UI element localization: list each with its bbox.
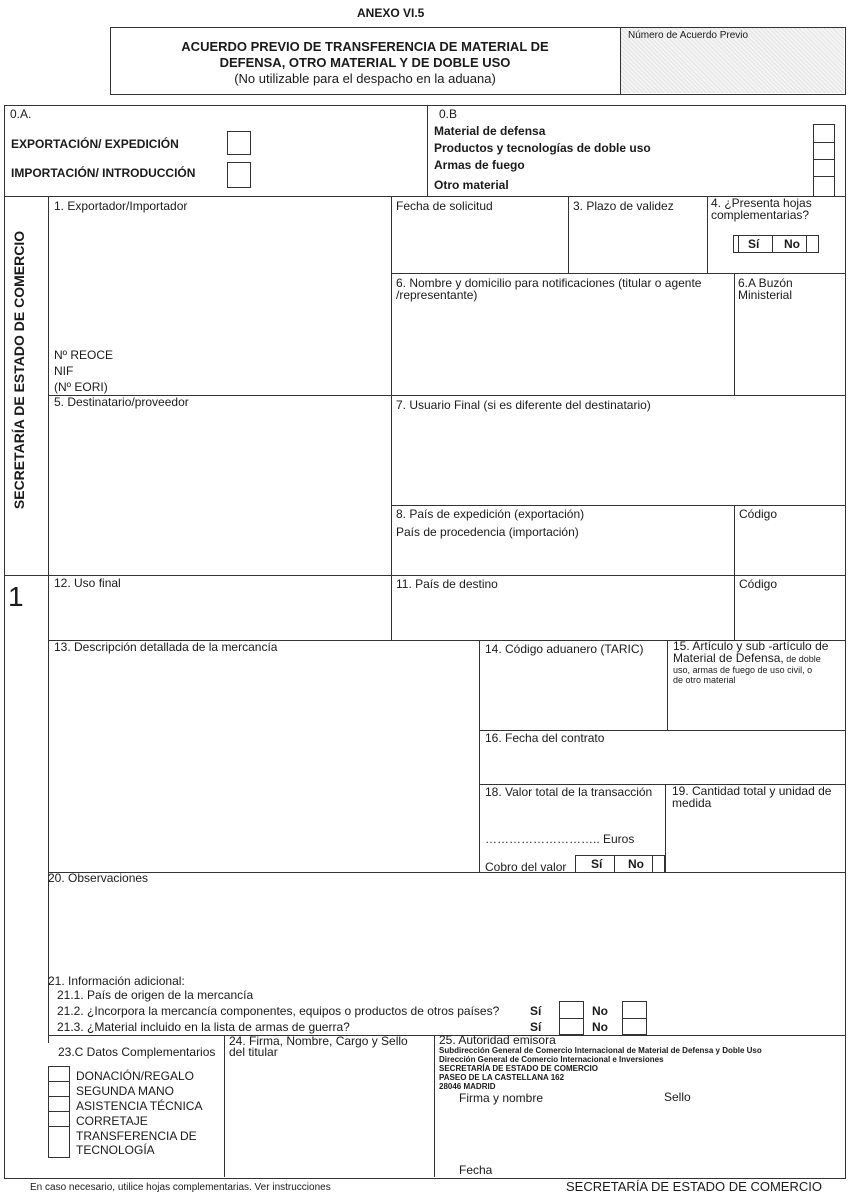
field-21-3-no-label: No xyxy=(592,1020,608,1034)
field-25-label: 25. Autoridad emisora xyxy=(439,1033,556,1047)
form-title-line2: DEFENSA, OTRO MATERIAL Y DE DOBLE USO xyxy=(219,55,511,70)
side-vertical-title: SECRETARÍA DE ESTADO DE COMERCIO xyxy=(11,230,27,510)
tecnologia-label: TECNOLOGÍA xyxy=(76,1143,155,1157)
export-label: EXPORTACIÓN/ EXPEDICIÓN xyxy=(11,137,179,151)
material-defensa-checkbox[interactable] xyxy=(813,124,835,144)
field-6a-label-2: Ministerial xyxy=(738,288,793,302)
field-25-line-3: SECRETARÍA DE ESTADO DE COMERCIO xyxy=(439,1064,598,1073)
otro-material-label: Otro material xyxy=(434,178,509,192)
field-15-label-2: Material de Defensa, de doble xyxy=(673,651,821,665)
field-20-label: 20. Observaciones xyxy=(48,871,149,885)
section-0b-label: 0.B xyxy=(439,107,458,121)
nif-label: NIF xyxy=(54,364,74,378)
field-24-label-1: 24. Firma, Nombre, Cargo y Sello xyxy=(229,1034,408,1048)
form-title-line1: ACUERDO PREVIO DE TRANSFERENCIA DE MATERIAL DE xyxy=(181,39,549,54)
corretaje-label: CORRETAJE xyxy=(76,1114,148,1128)
field-6a-label-1: 6.A Buzón xyxy=(738,276,793,290)
form-subtitle: (No utilizable para el despacho en la aduana) xyxy=(234,71,496,86)
import-checkbox[interactable] xyxy=(227,162,251,188)
field-7-label: 7. Usuario Final (si es diferente del destinatario) xyxy=(396,398,651,412)
field-25-line-5: 28046 MADRID xyxy=(439,1082,496,1091)
annex-label: ANEXO VI.5 xyxy=(357,6,425,20)
field-8-label-2: País de procedencia (importación) xyxy=(396,525,579,539)
field-25-line-1: Subdirección General de Comercio Internacional de Material de Defensa y Doble Uso xyxy=(439,1046,762,1055)
field-18-label: 18. Valor total de la transacción xyxy=(485,785,653,799)
field-5-label: 5. Destinatario/proveedor xyxy=(54,395,189,409)
reoce-label: Nº REOCE xyxy=(54,348,114,362)
field-14-label: 14. Código aduanero (TARIC) xyxy=(485,642,644,656)
field-4-no-label: No xyxy=(784,237,800,251)
export-checkbox[interactable] xyxy=(227,131,251,155)
field-21-1-label: 21.1. País de origen de la mercancía xyxy=(57,988,254,1002)
field-4-no-option[interactable] xyxy=(772,236,806,252)
fecha-solicitud-label: Fecha de solicitud xyxy=(396,199,493,213)
field-21-3-yes-label: Sí xyxy=(530,1020,542,1034)
copy-number: 1 xyxy=(8,581,24,612)
cobro-no-label: No xyxy=(628,857,644,871)
field-4-yes-option[interactable] xyxy=(736,236,772,252)
field-25-firma-label: Firma y nombre xyxy=(459,1091,544,1105)
field-21-3-label: 21.3. ¿Material incluido en la lista de armas de guerra? xyxy=(57,1020,350,1034)
field-6-label-2: /representante) xyxy=(396,288,478,302)
transferencia-tecnologia-checkbox[interactable] xyxy=(48,1126,70,1158)
field-13-label: 13. Descripción detallada de la mercancía xyxy=(54,640,278,654)
material-defensa-label: Material de defensa xyxy=(434,124,546,138)
field-18-cobro-label: Cobro del valor xyxy=(485,860,567,874)
field-19-label-1: 19. Cantidad total y unidad de xyxy=(672,784,832,798)
field-21-2-no-label: No xyxy=(592,1004,608,1018)
field-25-sello-label: Sello xyxy=(664,1090,691,1104)
field-4-label-2: complementarias? xyxy=(711,208,810,222)
agreement-number-label: Número de Acuerdo Previo xyxy=(628,30,749,41)
field-18-euros: ……………………….. Euros xyxy=(485,832,635,846)
otro-material-checkbox[interactable] xyxy=(813,176,835,197)
field-11-label: 11. País de destino xyxy=(396,577,498,591)
field-4-yes-label: Sí xyxy=(748,237,760,251)
field-15-label-1: 15. Artículo y sub -artículo de xyxy=(673,639,829,653)
segunda-mano-label: SEGUNDA MANO xyxy=(76,1084,175,1098)
field-11-codigo-label: Código xyxy=(739,577,778,591)
field-24-label-2: del titular xyxy=(229,1045,278,1059)
import-label: IMPORTACIÓN/ INTRODUCCIÓN xyxy=(11,166,196,180)
field-1-label: 1. Exportador/Importador xyxy=(54,199,188,213)
field-15-label-4: de otro material xyxy=(673,675,736,685)
cobro-yes-option[interactable] xyxy=(576,856,614,872)
section-0a-label: 0.A. xyxy=(10,107,32,121)
field-12-label: 12. Uso final xyxy=(54,576,121,590)
field-21-2-yes-label: Sí xyxy=(530,1004,542,1018)
field-6-label-1: 6. Nombre y domicilio para notificaciones (titular o agente xyxy=(396,276,702,290)
transferencia-label: TRANSFERENCIA DE xyxy=(76,1129,197,1143)
field-19-label-2: medida xyxy=(672,796,712,810)
cobro-no-option[interactable] xyxy=(614,856,652,872)
field-16-label: 16. Fecha del contrato xyxy=(485,731,605,745)
field-25-line-2: Dirección General de Comercio Internacional e Inversiones xyxy=(439,1055,664,1064)
field-21-2-label: 21.2. ¿Incorpora la mercancía componentes, equipos o productos de otros países? xyxy=(57,1004,500,1018)
armas-fuego-label: Armas de fuego xyxy=(434,158,525,172)
field-25-line-4: PASEO DE LA CASTELLANA 162 xyxy=(439,1073,565,1082)
field-21-label: 21. Información adicional: xyxy=(48,974,185,988)
field-25-fecha-label: Fecha xyxy=(459,1163,493,1177)
field-21-3-yes-checkbox[interactable] xyxy=(559,1018,584,1035)
cobro-yes-label: Sí xyxy=(591,857,603,871)
donacion-label: DONACIÓN/REGALO xyxy=(76,1069,195,1083)
field-4-label-1: 4. ¿Presenta hojas xyxy=(711,196,812,210)
field-8-label-1: 8. País de expedición (exportación) xyxy=(396,507,585,521)
footer-note: En caso necesario, utilice hojas complementarias. Ver instrucciones xyxy=(30,1182,331,1193)
footer-secretaria: SECRETARÍA DE ESTADO DE COMERCIO xyxy=(566,1179,822,1194)
doble-uso-label: Productos y tecnologías de doble uso xyxy=(434,141,651,155)
field-21-3-no-checkbox[interactable] xyxy=(622,1018,647,1035)
field-8-codigo-label: Código xyxy=(739,507,778,521)
field-3-label: 3. Plazo de validez xyxy=(573,199,674,213)
field-23c-label: 23.C Datos Complementarios xyxy=(58,1045,216,1059)
field-15-label-3: uso, armas de fuego de uso civil, o xyxy=(673,665,813,675)
asistencia-tecnica-label: ASISTENCIA TÉCNICA xyxy=(76,1099,203,1113)
eori-label: (Nº EORI) xyxy=(54,380,108,394)
